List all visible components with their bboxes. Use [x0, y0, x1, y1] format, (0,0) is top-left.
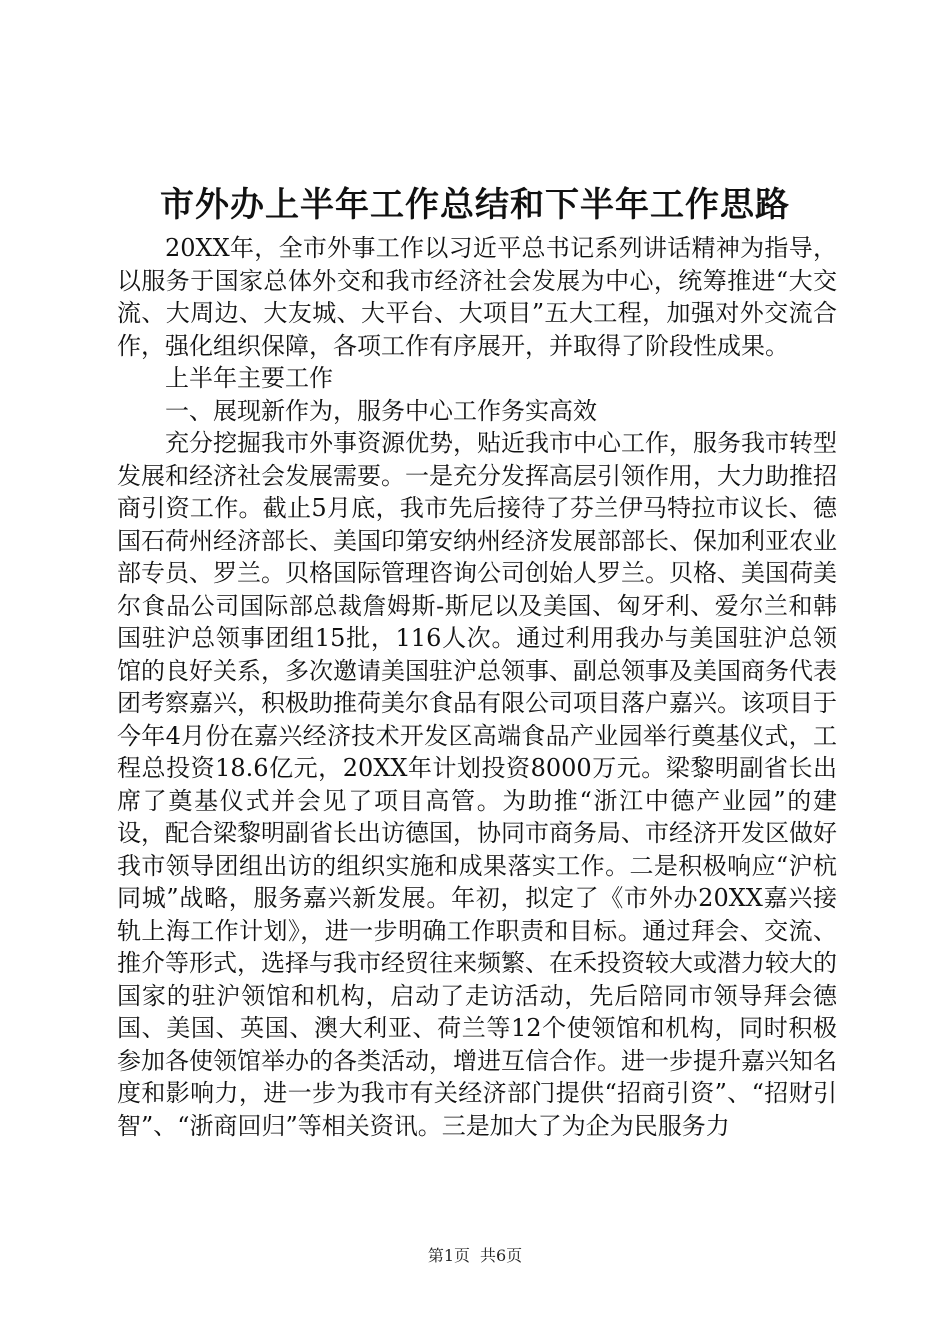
page-number: 第1页: [427, 1246, 470, 1265]
document-title: 市外办上半年工作总结和下半年工作思路: [160, 185, 790, 225]
page-total: 共6页: [480, 1246, 523, 1265]
document-body: [117, 232, 837, 1142]
section-heading-first-half: 上半年主要工作: [165, 364, 333, 392]
subsection-heading-one: 一、展现新作为，服务中心工作务实高效: [165, 396, 597, 425]
paragraph-intro: 20XX年，全市外事工作以习近平总书记系列讲话精神为指导，以服务于国家总体外交和我市经济社会发展为中心，统筹推进“大交流、大周边、大友城、大平台、大项目”五大工程，加强对外交流合作，强化组织保障，各项工作有序展开，并取得了阶段性成果。: [117, 234, 837, 360]
paragraph-details: 充分挖掘我市外事资源优势，贴近我市中心工作，服务我市转型发展和经济社会发展需要。一是充分发挥高层引领作用，大力助推招商引资工作。截止5月底，我市先后接待了芬兰伊马特拉市议长、德国石荷州经济部长、美国印第安纳州经济发展部部长、保加利亚农业部专员、罗兰。贝格国际管理咨询公司创始人罗兰。贝格、美国荷美尔食品公司国际部总裁詹姆斯-斯尼以及美国、匈牙利、爱尔兰和韩国驻沪总领事团组15批，116人次。通过利用我办与美国驻沪总领馆的良好关系，多次邀请美国驻沪总领事、副总领事及美国商务代表团考察嘉兴，积极助推荷美尔食品有限公司项目落户嘉兴。该项目于今年4月份在嘉兴经济技术开发区高端食品产业园举行奠基仪式，工程总投资18.6亿元，20XX年计划投资8000万元。梁黎明副省长出席了奠基仪式并会见了项目高管。为助推“浙江中德产业园”的建设，配合梁黎明副省长出访德国，协同市商务局、市经济开发区做好我市领导团组出访的组织实施和成果落实工作。二是积极响应“沪杭同城”战略，服务嘉兴新发展。年初，拟定了《市外办20XX嘉兴接轨上海工作计划》，进一步明确工作职责和目标。通过拜会、交流、推介等形式，选择与我市经贸往来频繁、在禾投资较大或潜力较大的国家的驻沪领馆和机构，启动了走访活动，先后陪同市领导拜会德国、美国、英国、澳大利亚、荷兰等12个使领馆和机构，同时积极参加各使领馆举办的各类活动，增进互信合作。进一步提升嘉兴知名度和影响力，进一步为我市有关经济部门提供“招商引资”、“招财引智”、“浙商回归”等相关资讯。三是加大了为企为民服务力: [117, 429, 837, 1140]
page-footer: [0, 1246, 950, 1266]
